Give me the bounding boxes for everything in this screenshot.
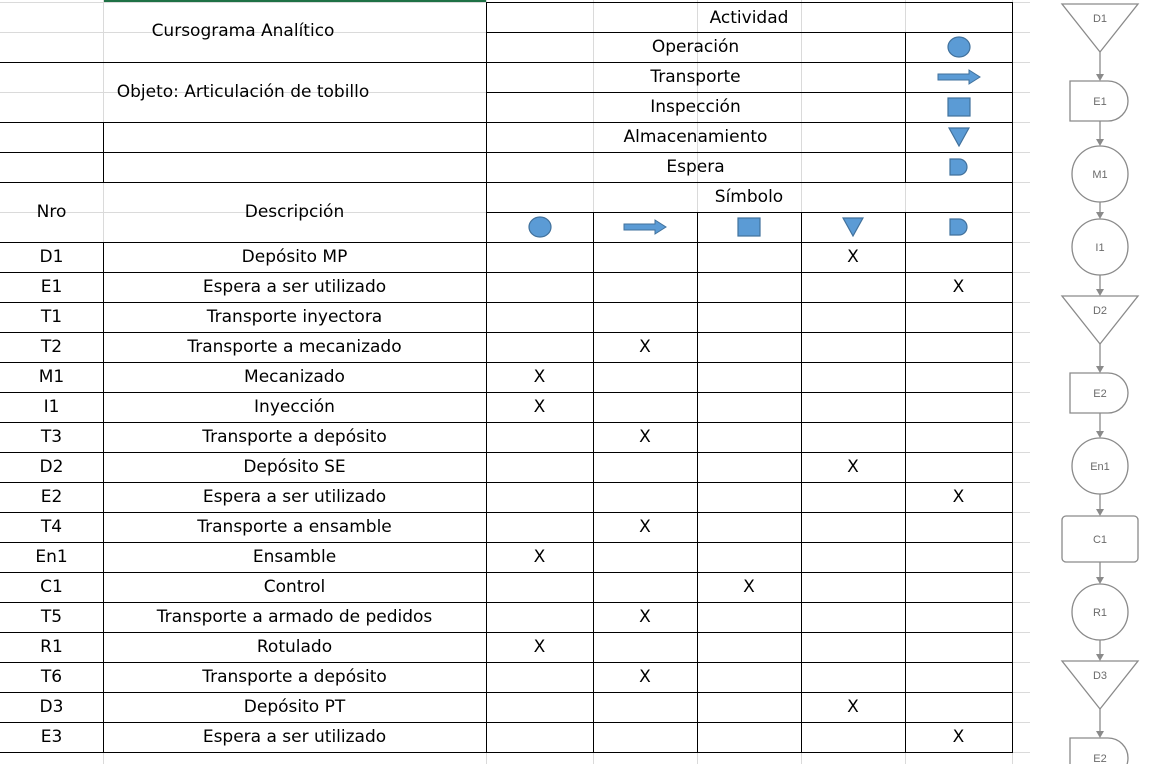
- symbol-cell-almacenamiento[interactable]: X: [847, 247, 859, 267]
- flow-storage-triangle: [1062, 296, 1138, 344]
- row-nro[interactable]: D3: [39, 697, 64, 717]
- row-nro[interactable]: E2: [40, 487, 63, 507]
- row-description[interactable]: Ensamble: [252, 547, 337, 567]
- row-nro[interactable]: E1: [40, 277, 63, 297]
- symbol-cell-espera[interactable]: X: [952, 727, 965, 747]
- legend-arrow-icon: [905, 62, 1012, 92]
- symbol-cell-transporte[interactable]: [593, 692, 697, 722]
- title-cell[interactable]: Cursograma Analítico: [151, 21, 335, 41]
- row-nro[interactable]: T2: [40, 337, 63, 357]
- legend-triangle-icon: [905, 122, 1012, 152]
- row-nro[interactable]: T4: [40, 517, 63, 537]
- symbol-cell-almacenamiento[interactable]: [801, 422, 905, 452]
- symbol-cell-operacion[interactable]: X: [533, 397, 546, 417]
- row-description[interactable]: Depósito PT: [243, 697, 346, 717]
- activity-header[interactable]: Actividad: [709, 7, 789, 28]
- symbol-cell-inspeccion[interactable]: X: [743, 577, 755, 597]
- flow-storage-triangle: [1062, 661, 1138, 709]
- symbol-cell-operacion[interactable]: [486, 272, 593, 302]
- symbol-cell-almacenamiento[interactable]: [801, 722, 905, 752]
- symbol-col-d-shape-icon: [905, 212, 1012, 242]
- symbol-cell-inspeccion[interactable]: [697, 722, 801, 752]
- symbol-cell-almacenamiento[interactable]: [801, 602, 905, 632]
- symbol-cell-almacenamiento[interactable]: [801, 632, 905, 662]
- symbol-cell-espera[interactable]: [905, 332, 1012, 362]
- row-description[interactable]: Depósito SE: [243, 457, 346, 477]
- symbol-col-circle-icon: [486, 212, 593, 242]
- symbol-cell-transporte[interactable]: [593, 452, 697, 482]
- symbol-cell-almacenamiento[interactable]: [801, 542, 905, 572]
- symbol-cell-operacion[interactable]: [486, 332, 593, 362]
- row-description[interactable]: Espera a ser utilizado: [202, 277, 387, 297]
- row-description[interactable]: Transporte a depósito: [202, 667, 387, 687]
- symbol-cell-almacenamiento[interactable]: X: [847, 697, 859, 717]
- flow-node-label: D3: [1092, 670, 1108, 682]
- symbol-cell-operacion[interactable]: X: [533, 367, 546, 387]
- row-nro[interactable]: D2: [39, 457, 64, 477]
- symbol-cell-transporte[interactable]: [593, 272, 697, 302]
- symbol-cell-espera[interactable]: [905, 392, 1012, 422]
- row-description[interactable]: Control: [263, 577, 326, 597]
- symbol-cell-espera[interactable]: [905, 362, 1012, 392]
- legend-label-operacion[interactable]: Operación: [651, 37, 740, 57]
- symbol-col-arrow-icon: [593, 212, 697, 242]
- symbol-cell-inspeccion[interactable]: [697, 272, 801, 302]
- legend-label-inspeccion[interactable]: Inspección: [650, 97, 741, 117]
- flow-node-label: D2: [1092, 305, 1108, 317]
- row-nro[interactable]: E3: [40, 727, 63, 747]
- column-header-nro[interactable]: Nro: [36, 202, 67, 222]
- symbol-cell-almacenamiento[interactable]: [801, 302, 905, 332]
- legend-label-almacenamiento[interactable]: Almacenamiento: [623, 127, 768, 147]
- row-nro[interactable]: T5: [40, 607, 63, 627]
- symbol-cell-inspeccion[interactable]: [697, 542, 801, 572]
- legend-d-shape-icon: [905, 152, 1012, 182]
- legend-label-espera[interactable]: Espera: [666, 157, 725, 177]
- flow-node-label: D1: [1092, 13, 1108, 25]
- symbol-cell-espera[interactable]: [905, 302, 1012, 332]
- legend-circle-icon: [905, 32, 1012, 62]
- symbol-cell-inspeccion[interactable]: [697, 692, 801, 722]
- flow-node-label: M1: [1092, 169, 1108, 181]
- row-description[interactable]: Inyección: [254, 397, 335, 417]
- row-nro[interactable]: D1: [39, 247, 64, 267]
- symbol-cell-almacenamiento[interactable]: [801, 482, 905, 512]
- symbol-cell-transporte[interactable]: [593, 632, 697, 662]
- flow-node-label: E1: [1093, 96, 1107, 108]
- symbol-cell-transporte[interactable]: [593, 362, 697, 392]
- row-description[interactable]: Espera a ser utilizado: [202, 727, 387, 747]
- row-description[interactable]: Rotulado: [256, 637, 333, 657]
- symbol-cell-transporte[interactable]: X: [639, 427, 651, 447]
- row-nro[interactable]: M1: [38, 367, 65, 387]
- symbol-cell-inspeccion[interactable]: [697, 482, 801, 512]
- row-nro[interactable]: T1: [40, 307, 63, 327]
- symbol-cell-espera[interactable]: [905, 632, 1012, 662]
- row-description[interactable]: Mecanizado: [244, 367, 345, 387]
- symbol-cell-operacion[interactable]: [486, 482, 593, 512]
- symbol-cell-operacion[interactable]: [486, 602, 593, 632]
- table-border: [1012, 2, 1013, 753]
- symbol-cell-espera[interactable]: [905, 512, 1012, 542]
- symbol-cell-operacion[interactable]: [486, 242, 593, 272]
- symbol-cell-operacion[interactable]: X: [533, 637, 546, 657]
- flow-arrowhead: [1096, 139, 1104, 146]
- symbol-cell-espera[interactable]: [905, 242, 1012, 272]
- symbol-cell-almacenamiento[interactable]: [801, 572, 905, 602]
- flow-arrowhead: [1096, 577, 1104, 584]
- symbol-cell-transporte[interactable]: X: [639, 337, 651, 357]
- column-header-descripcion[interactable]: Descripción: [244, 202, 345, 222]
- symbol-cell-operacion[interactable]: [486, 452, 593, 482]
- flow-storage-triangle: [1062, 4, 1138, 52]
- flow-arrowhead: [1096, 509, 1104, 516]
- symbol-cell-transporte[interactable]: X: [639, 667, 651, 687]
- row-description[interactable]: Espera a ser utilizado: [202, 487, 387, 507]
- row-nro[interactable]: R1: [40, 637, 63, 657]
- flow-arrowhead: [1096, 212, 1104, 219]
- symbol-cell-transporte[interactable]: [593, 542, 697, 572]
- symbol-cell-transporte[interactable]: [593, 722, 697, 752]
- symbol-cell-inspeccion[interactable]: [697, 602, 801, 632]
- flow-node-label: C1: [1092, 534, 1108, 546]
- symbol-cell-inspeccion[interactable]: [697, 662, 801, 692]
- legend-label-transporte[interactable]: Transporte: [650, 67, 741, 87]
- symbol-cell-almacenamiento[interactable]: [801, 662, 905, 692]
- symbol-header[interactable]: Símbolo: [714, 187, 784, 207]
- flow-arrowhead: [1096, 289, 1104, 296]
- symbol-cell-transporte[interactable]: [593, 302, 697, 332]
- row-nro[interactable]: En1: [35, 547, 68, 567]
- flow-diagram: [1030, 0, 1150, 764]
- symbol-cell-transporte[interactable]: [593, 482, 697, 512]
- symbol-cell-inspeccion[interactable]: [697, 392, 801, 422]
- symbol-cell-almacenamiento[interactable]: [801, 392, 905, 422]
- object-cell[interactable]: Objeto: Articulación de tobillo: [116, 82, 370, 102]
- symbol-cell-inspeccion[interactable]: [697, 362, 801, 392]
- flow-node-label: R1: [1092, 607, 1108, 619]
- legend-square-icon: [905, 92, 1012, 122]
- symbol-cell-inspeccion[interactable]: [697, 452, 801, 482]
- symbol-cell-operacion[interactable]: [486, 512, 593, 542]
- flow-arrowhead: [1096, 74, 1104, 81]
- row-description[interactable]: Transporte a armado de pedidos: [156, 607, 433, 627]
- symbol-cell-almacenamiento[interactable]: [801, 512, 905, 542]
- symbol-cell-espera[interactable]: X: [952, 277, 965, 297]
- flow-node-label: E2: [1093, 753, 1107, 764]
- symbol-cell-espera[interactable]: [905, 422, 1012, 452]
- symbol-cell-operacion[interactable]: X: [533, 547, 546, 567]
- symbol-cell-inspeccion[interactable]: [697, 302, 801, 332]
- table-border: [0, 752, 1013, 753]
- row-nro[interactable]: T3: [40, 427, 63, 447]
- flow-node-label: E2: [1093, 388, 1107, 400]
- symbol-cell-operacion[interactable]: [486, 662, 593, 692]
- symbol-cell-transporte[interactable]: [593, 392, 697, 422]
- symbol-cell-operacion[interactable]: [486, 302, 593, 332]
- row-description[interactable]: Transporte a depósito: [202, 427, 387, 447]
- symbol-cell-espera[interactable]: [905, 452, 1012, 482]
- symbol-cell-transporte[interactable]: [593, 572, 697, 602]
- row-nro[interactable]: I1: [43, 397, 60, 417]
- symbol-cell-espera[interactable]: X: [952, 487, 965, 507]
- flow-arrowhead: [1096, 366, 1104, 373]
- symbol-cell-almacenamiento[interactable]: [801, 332, 905, 362]
- symbol-col-triangle-icon: [801, 212, 905, 242]
- row-nro[interactable]: C1: [40, 577, 63, 597]
- symbol-cell-transporte[interactable]: X: [639, 607, 651, 627]
- symbol-cell-transporte[interactable]: X: [639, 517, 651, 537]
- symbol-cell-espera[interactable]: [905, 572, 1012, 602]
- symbol-cell-operacion[interactable]: [486, 572, 593, 602]
- flow-arrowhead: [1096, 431, 1104, 438]
- table-border: [103, 122, 104, 183]
- symbol-col-square-icon: [697, 212, 801, 242]
- symbol-cell-transporte[interactable]: [593, 242, 697, 272]
- row-description[interactable]: Transporte a ensamble: [197, 517, 392, 537]
- symbol-cell-almacenamiento[interactable]: X: [847, 457, 859, 477]
- symbol-cell-inspeccion[interactable]: [697, 332, 801, 362]
- row-description[interactable]: Transporte a mecanizado: [187, 337, 402, 357]
- flow-arrowhead: [1096, 654, 1104, 661]
- symbol-cell-inspeccion[interactable]: [697, 632, 801, 662]
- symbol-cell-inspeccion[interactable]: [697, 422, 801, 452]
- symbol-cell-inspeccion[interactable]: [697, 242, 801, 272]
- symbol-cell-espera[interactable]: [905, 692, 1012, 722]
- row-nro[interactable]: T6: [40, 667, 63, 687]
- flow-node-label: I1: [1095, 242, 1105, 254]
- row-description[interactable]: Transporte inyectora: [206, 307, 383, 327]
- symbol-cell-operacion[interactable]: [486, 692, 593, 722]
- flow-node-label: En1: [1090, 461, 1110, 473]
- symbol-cell-operacion[interactable]: [486, 722, 593, 752]
- symbol-cell-almacenamiento[interactable]: [801, 362, 905, 392]
- symbol-cell-espera[interactable]: [905, 542, 1012, 572]
- row-description[interactable]: Depósito MP: [241, 247, 348, 267]
- symbol-cell-espera[interactable]: [905, 602, 1012, 632]
- flow-arrowhead: [1096, 731, 1104, 738]
- symbol-cell-almacenamiento[interactable]: [801, 272, 905, 302]
- symbol-cell-inspeccion[interactable]: [697, 512, 801, 542]
- symbol-cell-espera[interactable]: [905, 662, 1012, 692]
- symbol-cell-operacion[interactable]: [486, 422, 593, 452]
